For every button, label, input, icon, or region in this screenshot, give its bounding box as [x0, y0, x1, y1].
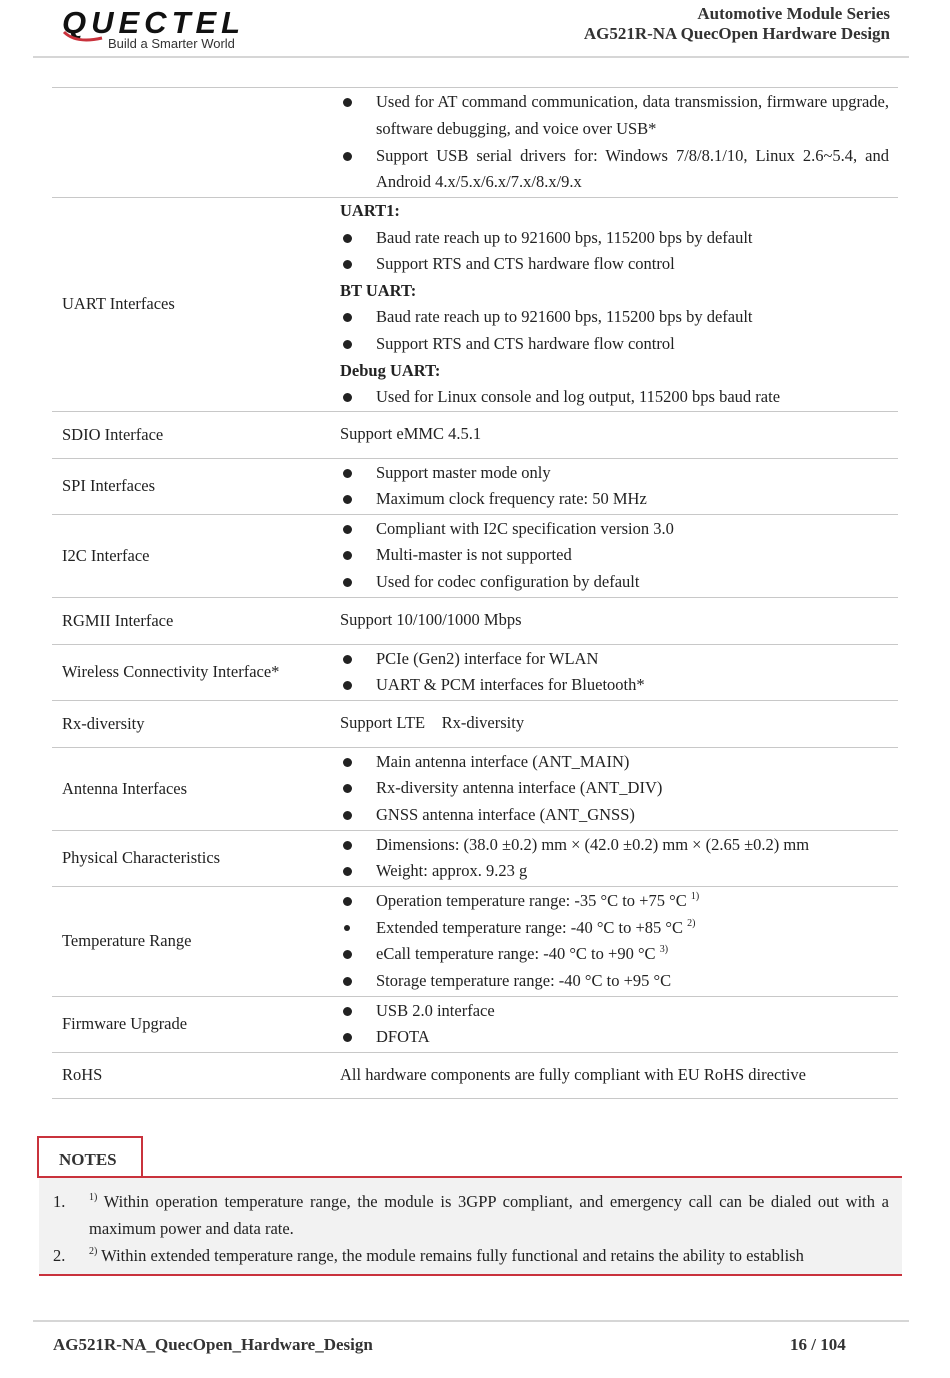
row-value [340, 830, 898, 886]
table-row [52, 886, 898, 996]
row-value [340, 996, 898, 1052]
row-label: Firmware Upgrade [52, 996, 340, 1052]
list-item: Weight: approx. 9.23 g [340, 858, 889, 885]
row-label: RGMII Interface [52, 597, 340, 644]
row-label: I2C Interface [52, 514, 340, 597]
row-label: SPI Interfaces [52, 458, 340, 514]
table-row [52, 830, 898, 886]
row-label: Temperature Range [52, 886, 340, 996]
note-text: Within extended temperature range, the module remains fully functional and retains the ability to establish [97, 1246, 804, 1265]
series-name: Automotive Module Series [697, 4, 890, 23]
table-row [52, 700, 898, 747]
row-label: SDIO Interface [52, 411, 340, 458]
list-item: DFOTA [340, 1024, 889, 1051]
row-value: All hardware components are fully compliant with EU RoHS directive [340, 1052, 898, 1098]
table-row [52, 747, 898, 830]
row-label: UART Interfaces [52, 198, 340, 412]
list-item: Storage temperature range: -40 °C to +95 °C [340, 968, 889, 995]
list-item: Support master mode only [340, 460, 889, 487]
list-item: Dimensions: (38.0 ±0.2) mm × (42.0 ±0.2) mm × (2.65 ±0.2) mm [340, 832, 889, 859]
specification-table [52, 87, 898, 1099]
logo-swoosh-icon [62, 26, 106, 44]
page-header [0, 0, 950, 60]
list-item: Used for AT command communication, data transmission, firmware upgrade, software debugging, and voice over USB* [340, 89, 889, 142]
list-item: Baud rate reach up to 921600 bps, 115200 bps by default [340, 225, 889, 252]
row-label: Wireless Connectivity Interface* [52, 644, 340, 700]
table-row [52, 597, 898, 644]
row-value [340, 198, 898, 412]
list-item: Baud rate reach up to 921600 bps, 115200 bps by default [340, 304, 889, 331]
notes-header [37, 1136, 143, 1178]
table-row [52, 88, 898, 198]
list-item: Used for codec configuration by default [340, 569, 889, 596]
page-number: 16 / 104 [790, 1335, 846, 1354]
quectel-logo [62, 5, 246, 51]
notes-box [39, 1176, 902, 1276]
list-item: Compliant with I2C specification version 3.0 [340, 516, 889, 543]
list-item: Used for Linux console and log output, 115200 bps baud rate [340, 384, 889, 411]
header-title [584, 4, 890, 44]
row-label: RoHS [52, 1052, 340, 1098]
row-value: Support 10/100/1000 Mbps [340, 597, 898, 644]
header-divider [33, 56, 909, 58]
table-row [52, 411, 898, 458]
logo-wordmark: QUECTEL [62, 5, 246, 40]
list-item: Maximum clock frequency rate: 50 MHz [340, 486, 889, 513]
notes-title: NOTES [59, 1150, 117, 1169]
table-row [52, 514, 898, 597]
list-item: Extended temperature range: -40 °C to +85 °C $^{2)}$ [340, 915, 889, 942]
row-value [340, 886, 898, 996]
row-value [340, 747, 898, 830]
list-item: Operation temperature range: -35 °C to +75 °C $^{1)}$ [340, 888, 889, 915]
list-item: UART & PCM interfaces for Bluetooth* [340, 672, 889, 699]
row-label: Rx-diversity [52, 700, 340, 747]
logo-tagline: Build a Smarter World [108, 36, 235, 51]
table-row [52, 644, 898, 700]
row-value: Support eMMC 4.5.1 [340, 411, 898, 458]
list-item: PCIe (Gen2) interface for WLAN [340, 646, 889, 673]
row-value: Support LTE Rx-diversity [340, 700, 898, 747]
document-title: AG521R-NA QuecOpen Hardware Design [583, 24, 890, 43]
list-item: Support RTS and CTS hardware flow control [340, 331, 889, 358]
list-item: Rx-diversity antenna interface (ANT_DIV) [340, 775, 889, 802]
row-value [340, 514, 898, 597]
table-row [52, 198, 898, 412]
note-text: Within operation temperature range, the module is 3GPP compliant, and emergency call can be dialed out with a maximum power and data rate. [89, 1192, 889, 1238]
list-item: GNSS antenna interface (ANT_GNSS) [340, 802, 889, 829]
footer-divider [33, 1320, 909, 1322]
list-item: Support USB serial drivers for: Windows 7/8/8.1/10, Linux 2.6~5.4, and Android 4.x/5.x/6.x/7.x/8.x/9.x [340, 143, 889, 196]
list-item: Support RTS and CTS hardware flow control [340, 251, 889, 278]
row-label [52, 88, 340, 198]
subheading: UART1: [340, 201, 400, 220]
note-superscript: 1) [89, 1192, 98, 1203]
note-number: 2. [53, 1246, 66, 1265]
table-row [52, 458, 898, 514]
row-label: Physical Characteristics [52, 830, 340, 886]
note-number: 1. [53, 1192, 66, 1211]
row-label: Antenna Interfaces [52, 747, 340, 830]
subheading: Debug UART: [340, 360, 441, 380]
footer-document-name: AG521R-NA_QuecOpen_Hardware_Design [53, 1335, 373, 1354]
table-row [52, 1052, 898, 1098]
list-item: eCall temperature range: -40 °C to +90 °C $^{3)}$ [340, 941, 889, 968]
list-item: Multi-master is not supported [340, 542, 889, 569]
list-item: Main antenna interface (ANT_MAIN) [340, 749, 889, 776]
row-value [340, 644, 898, 700]
subheading: BT UART: [340, 280, 417, 300]
row-value [340, 88, 898, 198]
table-row [52, 996, 898, 1052]
list-item: USB 2.0 interface [340, 998, 889, 1025]
note-superscript: 2) [89, 1246, 98, 1257]
row-value [340, 458, 898, 514]
